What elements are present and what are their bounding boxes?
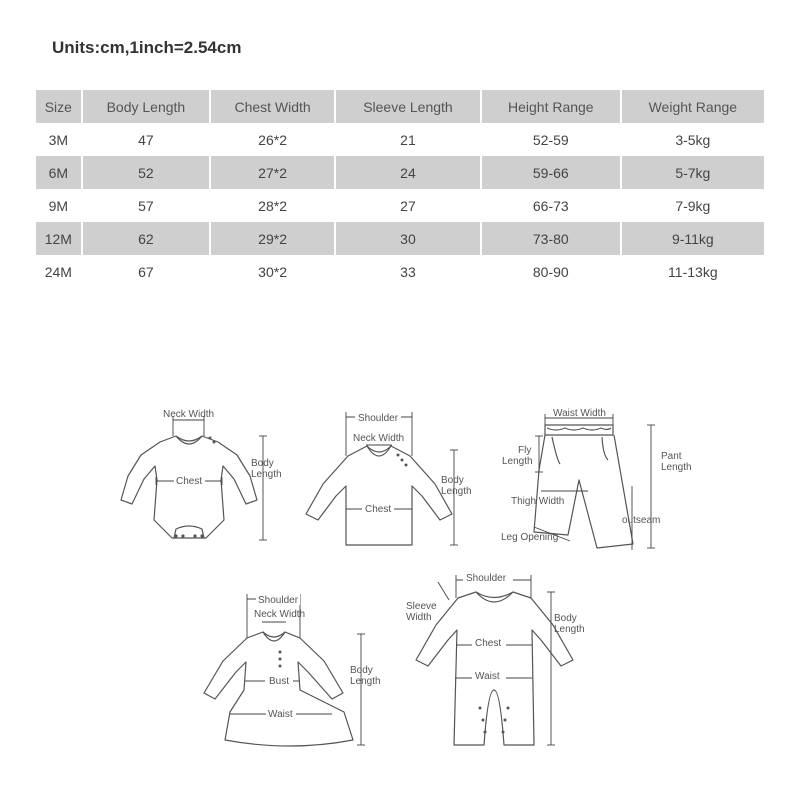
cell-weight-range: 9-11kg <box>622 222 766 255</box>
header-sleeve-length: Sleeve Length <box>336 90 482 123</box>
bodysuit-chest-label: Chest <box>176 476 203 487</box>
cell-chest-width: 27*2 <box>211 156 336 189</box>
romper-diagram <box>406 573 585 745</box>
romper-shoulder-label: Shoulder <box>466 573 507 584</box>
cell-sleeve-length: 27 <box>336 189 482 222</box>
cell-chest-width: 29*2 <box>211 222 336 255</box>
pants-leg-opening-label: Leg Opening <box>501 532 559 543</box>
dress-neck-width-label: Neck Width <box>254 609 306 620</box>
romper-sleeve-label: Sleeve <box>406 601 437 612</box>
cell-weight-range: 11-13kg <box>622 255 766 288</box>
table-row <box>36 189 766 222</box>
shirt-neck-width-label: Neck Width <box>353 433 405 444</box>
cell-height-range: 73-80 <box>482 222 622 255</box>
shirt-shoulder-label: Shoulder <box>358 413 399 424</box>
cell-chest-width: 30*2 <box>211 255 336 288</box>
cell-sleeve-length: 30 <box>336 222 482 255</box>
cell-size: 9M <box>36 189 83 222</box>
pants-thigh-width-label: Thigh Width <box>511 496 565 507</box>
table-header-row <box>36 90 766 123</box>
cell-height-range: 66-73 <box>482 189 622 222</box>
units-note: Units:cm,1inch=2.54cm <box>52 38 242 57</box>
cell-weight-range: 7-9kg <box>622 189 766 222</box>
dress-diagram <box>204 593 381 746</box>
romper-chest-label: Chest <box>475 638 502 649</box>
cell-weight-range: 3-5kg <box>622 123 766 156</box>
cell-chest-width: 26*2 <box>211 123 336 156</box>
cell-height-range: 59-66 <box>482 156 622 189</box>
cell-size: 3M <box>36 123 83 156</box>
bodysuit-diagram <box>121 409 282 540</box>
dress-body-label: Body <box>350 665 373 676</box>
cell-height-range: 80-90 <box>482 255 622 288</box>
pants-pant-length-label: Length <box>661 462 692 473</box>
romper-body-label: Body <box>554 613 577 624</box>
cell-sleeve-length: 21 <box>336 123 482 156</box>
cell-body-length: 57 <box>83 189 212 222</box>
bodysuit-length-label: Length <box>251 469 282 480</box>
cell-body-length: 47 <box>83 123 212 156</box>
romper-length-label: Length <box>554 624 585 635</box>
bodysuit-neck-width-label: Neck Width <box>163 409 215 420</box>
cell-body-length: 62 <box>83 222 212 255</box>
pants-outseam-label: outseam <box>622 515 661 526</box>
table-row <box>36 222 766 255</box>
dress-length-label: Length <box>350 676 381 687</box>
pants-fly-label: Fly <box>518 445 532 456</box>
pants-fly-length-label: Length <box>502 456 533 467</box>
cell-chest-width: 28*2 <box>211 189 336 222</box>
cell-weight-range: 5-7kg <box>622 156 766 189</box>
header-weight-range: Weight Range <box>622 90 766 123</box>
shirt-length-label: Length <box>441 486 472 497</box>
bodysuit-body-label: Body <box>251 458 274 469</box>
dress-bust-label: Bust <box>269 676 290 687</box>
cell-height-range: 52-59 <box>482 123 622 156</box>
shirt-diagram <box>306 411 472 545</box>
cell-sleeve-length: 24 <box>336 156 482 189</box>
cell-size: 24M <box>36 255 83 288</box>
cell-body-length: 52 <box>83 156 212 189</box>
shirt-chest-label: Chest <box>365 504 392 515</box>
romper-width-label: Width <box>406 612 432 623</box>
table-row <box>36 156 766 189</box>
table-row <box>36 123 766 156</box>
romper-waist-label: Waist <box>475 671 500 682</box>
header-body-length: Body Length <box>83 90 212 123</box>
pants-pant-label: Pant <box>661 451 682 462</box>
cell-sleeve-length: 33 <box>336 255 482 288</box>
table-row <box>36 255 766 288</box>
measurement-diagrams <box>0 390 800 760</box>
dress-waist-label: Waist <box>268 709 293 720</box>
dress-shoulder-label: Shoulder <box>258 595 299 606</box>
cell-body-length: 67 <box>83 255 212 288</box>
pants-diagram <box>501 408 692 550</box>
size-table <box>36 90 766 288</box>
cell-size: 6M <box>36 156 83 189</box>
header-size: Size <box>36 90 83 123</box>
pants-waist-width-label: Waist Width <box>553 408 606 419</box>
header-height-range: Height Range <box>482 90 622 123</box>
shirt-body-label: Body <box>441 475 464 486</box>
cell-size: 12M <box>36 222 83 255</box>
header-chest-width: Chest Width <box>211 90 336 123</box>
